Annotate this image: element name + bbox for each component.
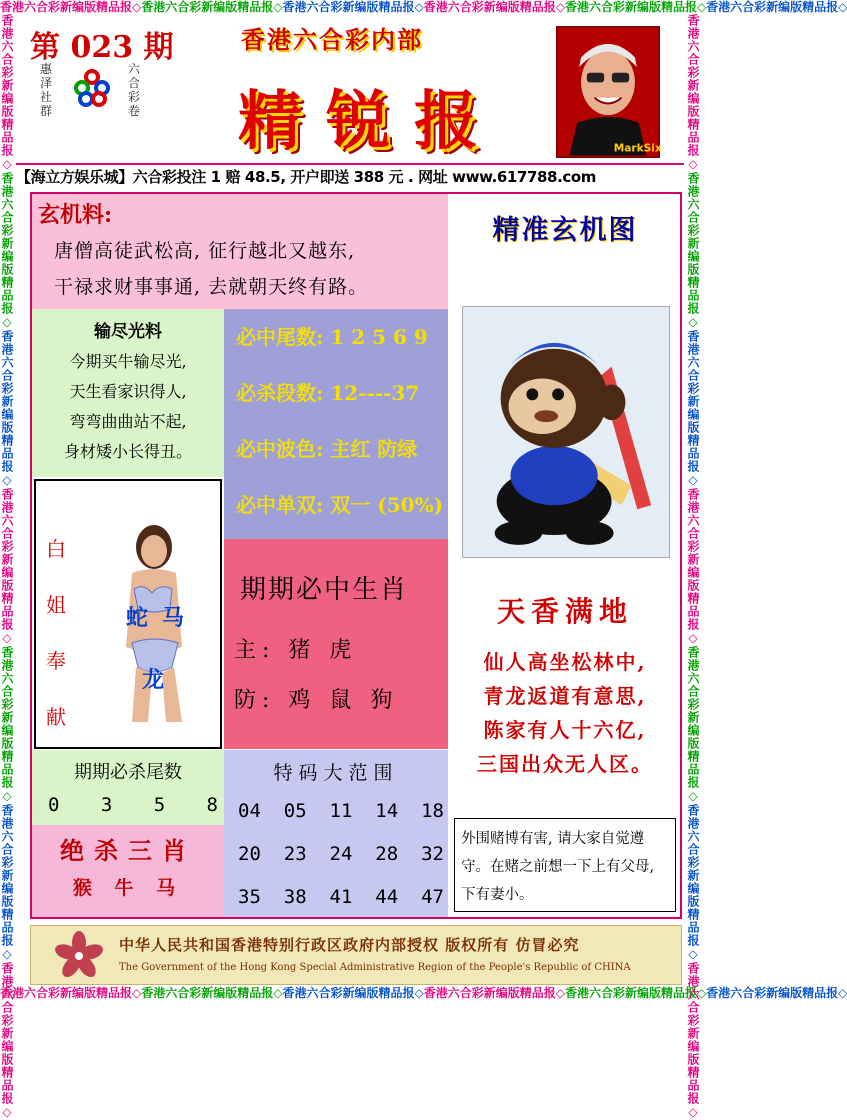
special-range-grid [238,790,444,919]
kill-tail-box [32,750,224,825]
footer-chinese: 中华人民共和国香港特别行政区政府内部授权 版权所有 仿冒必究 [119,936,580,954]
lose-all-box [32,309,224,477]
strip-text: 香港六合彩新编版精品报◇ [0,0,142,14]
issue-number: 第 023 期 [30,30,174,65]
strip-text: 香港六合彩新编版精品报◇ [0,14,14,172]
kill-tail-numbers [48,794,218,816]
range-number: 32 [421,843,444,865]
kill-three-zodiacs: 猴 牛 马 [72,877,184,899]
lose-all-line: 天生看家识得人, [69,382,187,401]
tag-char: 白 [46,537,66,561]
range-number: 18 [421,800,444,822]
lose-all-line: 今期买牛输尽光, [69,352,187,371]
tag-char: 奉 [46,649,66,673]
portrait-photo [556,26,660,158]
advert-line: 【海立方娱乐城】六合彩投注 1 赔 48.5, 开户即送 388 元 . 网址 www.617788.com [16,163,684,187]
strip-text: 香港六合彩新编版精品报◇ [141,0,283,14]
zodiac-snake-label: 蛇 [126,605,149,631]
white-sister-box [34,479,222,749]
range-number: 47 [421,886,444,908]
footer [30,925,682,985]
right-column [450,194,680,917]
white-sister-tag [46,521,74,745]
zodiac-horse-label: 马 [162,605,185,631]
strip-text: 香港六合彩新编版精品报◇ [0,488,14,646]
zodiac-backup: 防: 鸡 鼠 狗 [234,688,399,713]
kill-tail-number: 5 [153,794,166,816]
bottom-banner-strip [0,986,847,1000]
special-range-box [224,750,448,917]
wave-color-tip: 必中波色: 主红 防绿 [236,437,418,461]
fragrance-line: 三国出众无人区。 [477,752,653,776]
range-number: 38 [283,886,307,908]
range-number: 14 [375,800,399,822]
strip-text: 香港六合彩新编版精品报◇ [706,0,847,14]
strip-text: 香港六合彩新编版精品报◇ [141,986,283,1000]
strip-text: 香港六合彩新编版精品报◇ [282,0,424,14]
strip-text: 香港六合彩新编版精品报◇ [564,986,707,1000]
range-number: 23 [283,843,307,865]
fragrance-line: 仙人高坐松林中, [483,650,647,674]
mystery-verse-title: 玄机料: [38,202,113,228]
range-number: 05 [283,800,307,822]
group-name-left: 惠泽社群 [40,62,53,118]
strip-text: 香港六合彩新编版精品报◇ [423,0,565,14]
left-banner-strip [0,14,14,1120]
range-row [238,833,444,876]
strip-text: 香港六合彩新编版精品报◇ [0,646,14,804]
range-number: 44 [375,886,399,908]
bauhinia-emblem-icon [51,930,107,982]
strip-text: 香港六合彩新编版精品报◇ [0,172,14,330]
publication-name: 香港六合彩内部 [241,25,423,54]
right-banner-strip [686,14,700,1120]
lose-all-line: 弯弯曲曲站不起, [69,412,187,431]
range-number: 20 [238,843,261,865]
tag-char: 献 [46,705,66,729]
range-number: 35 [238,886,261,908]
zodiac-dragon-label: 龙 [142,667,165,693]
top-banner-strip [0,0,847,14]
group-name-right: 六合彩卷 [128,62,141,118]
kill-tail-number: 0 [48,794,60,816]
strip-text: 香港六合彩新编版精品报◇ [0,986,142,1000]
header [16,14,684,164]
tail-number-tip: 必中尾数: 1 2 5 6 9 [236,325,428,349]
lose-all-title: 输尽光料 [94,322,162,342]
strip-text: 香港六合彩新编版精品报◇ [706,986,847,1000]
strip-text: 香港六合彩新编版精品报◇ [282,986,424,1000]
strip-text: 香港六合彩新编版精品报◇ [686,804,700,962]
kill-tail-number: 8 [206,794,218,816]
lose-all-line: 身材矮小长得丑。 [63,442,192,461]
monkey-plush-image [462,306,670,558]
zodiac-title: 期期必中生肖 [240,575,409,605]
strip-text: 香港六合彩新编版精品报◇ [686,330,700,488]
strip-text: 香港六合彩新编版精品报◇ [564,0,707,14]
footer-english: The Government of the Hong Kong Special Administrative Region of the People's Republic of CHINA [119,962,631,973]
strip-text: 香港六合彩新编版精品报◇ [686,962,700,1120]
strip-text: 香港六合彩新编版精品报◇ [0,962,14,1120]
left-column [32,194,448,917]
page-title: 精锐报 [238,84,502,159]
special-range-title: 特码大范围 [273,762,399,784]
strip-text: 香港六合彩新编版精品报◇ [0,804,14,962]
range-number: 28 [375,843,399,865]
strip-text: 香港六合彩新编版精品报◇ [686,488,700,646]
zodiac-main: 主: 猪 虎 [234,638,358,663]
mystery-verse-line-1: 唐僧高徒武松高, 征行越北又越东, [54,240,356,262]
range-row [238,790,444,833]
strip-text: 香港六合彩新编版精品报◇ [686,172,700,330]
strip-text: 香港六合彩新编版精品报◇ [0,330,14,488]
kill-range-tip: 必杀段数: 12----37 [236,381,420,405]
range-number: 41 [329,886,353,908]
mystery-picture-title: 精准玄机图 [492,215,638,246]
tag-char: 姐 [46,593,66,617]
mystery-verse-line-2: 干禄求财事事通, 去就朝天终有路。 [54,276,369,298]
strip-text: 香港六合彩新编版精品报◇ [686,14,700,172]
range-number: 11 [329,800,353,822]
range-number: 24 [329,843,353,865]
odd-even-tip: 必中单双: 双一 (50%) [236,493,444,517]
predictions-box [224,309,448,539]
fragrance-line: 青龙返道有意思, [483,684,647,708]
kill-tail-title: 期期必杀尾数 [74,762,182,783]
strip-text: 香港六合彩新编版精品报◇ [423,986,565,1000]
main-panel [30,192,682,919]
model-photo [92,517,212,727]
mystery-verse-box [32,194,448,309]
kill-three-box [32,825,224,917]
portrait-caption: MarkSix [613,142,662,155]
kill-three-title: 绝杀三肖 [60,836,196,865]
kill-tail-number: 3 [100,794,113,816]
fragrance-line: 陈家有人十六亿, [483,718,647,742]
gambling-warning: 外围赌博有害, 请大家自觉遵守。在赌之前想一下上有父母, 下有妻小。 [454,818,676,912]
zodiac-box [224,539,448,749]
range-number: 04 [238,800,261,822]
range-row [238,876,444,919]
lottery-balls-icon [72,68,112,108]
strip-text: 香港六合彩新编版精品报◇ [686,646,700,804]
fragrance-title: 天香满地 [496,595,633,628]
